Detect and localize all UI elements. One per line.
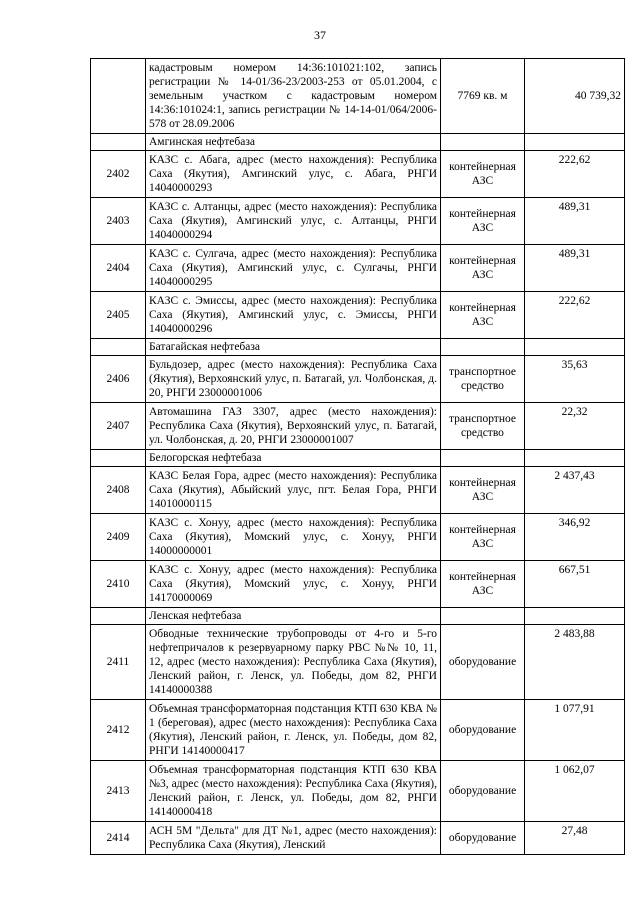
table-row xyxy=(91,514,625,561)
row-type: оборудование xyxy=(441,761,525,822)
row-value: 2 437,43 xyxy=(525,467,625,514)
row-description: КАЗС с. Хонуу, адрес (место нахождения): Республика Саха (Якутия), Момский улус, с. Хонуу, РНГИ 14170000069 xyxy=(146,561,441,608)
row-value xyxy=(525,608,625,625)
row-description: Объемная трансформаторная подстанция КТП 630 КВА №3, адрес (место нахождения): Республика Саха (Якутия), Ленский район, г. Ленск, ул. Победы, дом 82, РНГИ 14140000418 xyxy=(146,761,441,822)
row-type xyxy=(441,450,525,467)
table-row xyxy=(91,761,625,822)
row-type: контейнерная АЗС xyxy=(441,245,525,292)
row-number: 2405 xyxy=(91,292,146,339)
row-number: 2402 xyxy=(91,151,146,198)
row-description: АСН 5М "Дельта" для ДТ №1, адрес (место нахождения): Республика Саха (Якутия), Ленский xyxy=(146,822,441,855)
row-value: 489,31 xyxy=(525,198,625,245)
row-value: 1 062,07 xyxy=(525,761,625,822)
table-row xyxy=(91,292,625,339)
row-type: контейнерная АЗС xyxy=(441,292,525,339)
row-value: 27,48 xyxy=(525,822,625,855)
page-number: 37 xyxy=(314,28,326,42)
row-value xyxy=(525,339,625,356)
property-registry-table xyxy=(90,58,625,855)
section-title: Ленская нефтебаза xyxy=(146,608,441,625)
row-description: Объемная трансформаторная подстанция КТП 630 КВА № 1 (береговая), адрес (место нахождения): Республика Саха (Якутия), Ленский район, г. Ленск, ул. Победы, дом 82, РНГИ 14140000417 xyxy=(146,700,441,761)
row-number: 2404 xyxy=(91,245,146,292)
row-number xyxy=(91,134,146,151)
row-number: 2412 xyxy=(91,700,146,761)
row-number: 2408 xyxy=(91,467,146,514)
row-value: 35,63 xyxy=(525,356,625,403)
row-description: кадастровым номером 14:36:101021:102, запись регистрации № 14-01/36-23/2003-253 от 05.01.2004, с земельным участком с кадастровым номером 14:36:101024:1, запись регистрации № 14-14-01/064/2006-578 от 28.09.2006 xyxy=(146,59,441,134)
row-type xyxy=(441,339,525,356)
row-number: 2409 xyxy=(91,514,146,561)
row-description: Обводные технические трубопроводы от 4-го и 5-го нефтепричалов к резервуарному парку РВС №№ 10, 11, 12, адрес (место нахождения): Республика Саха (Якутия), Ленский район, г. Ленск, ул. Победы, дом 82, РНГИ 14140000388 xyxy=(146,625,441,700)
row-value: 40 739,32 xyxy=(525,59,625,134)
row-description: КАЗС с. Сулгача, адрес (место нахождения): Республика Саха (Якутия), Амгинский улус, с. Сулгачы, РНГИ 14040000295 xyxy=(146,245,441,292)
row-description: КАЗС с. Алтанцы, адрес (место нахождения): Республика Саха (Якутия), Амгинский улус, с. Алтанцы, РНГИ 14040000294 xyxy=(146,198,441,245)
section-title: Батагайская нефтебаза xyxy=(146,339,441,356)
row-type: оборудование xyxy=(441,822,525,855)
table-row xyxy=(91,198,625,245)
section-title: Амгинская нефтебаза xyxy=(146,134,441,151)
row-number: 2413 xyxy=(91,761,146,822)
row-value: 667,51 xyxy=(525,561,625,608)
row-description: КАЗС с. Хонуу, адрес (место нахождения): Республика Саха (Якутия), Момский улус, с. Хонуу, РНГИ 14000000001 xyxy=(146,514,441,561)
row-description: Автомашина ГАЗ 3307, адрес (место нахождения): Республика Саха (Якутия), Верхоянский улус, п. Батагай, ул. Чолбонская, д. 20, РНГИ 23000001007 xyxy=(146,403,441,450)
section-header-row xyxy=(91,450,625,467)
row-value: 222,62 xyxy=(525,292,625,339)
table-row xyxy=(91,625,625,700)
table-row xyxy=(91,700,625,761)
row-type: контейнерная АЗС xyxy=(441,514,525,561)
row-value: 2 483,88 xyxy=(525,625,625,700)
row-type: контейнерная АЗС xyxy=(441,198,525,245)
section-header-row xyxy=(91,134,625,151)
row-description: КАЗС с. Абага, адрес (место нахождения): Республика Саха (Якутия), Амгинский улус, с. Абага, РНГИ 14040000293 xyxy=(146,151,441,198)
registry-table-body xyxy=(91,59,625,855)
row-type: оборудование xyxy=(441,700,525,761)
row-value: 22,32 xyxy=(525,403,625,450)
row-number xyxy=(91,59,146,134)
table-row xyxy=(91,822,625,855)
row-value xyxy=(525,450,625,467)
table-row xyxy=(91,467,625,514)
row-number: 2403 xyxy=(91,198,146,245)
row-number: 2406 xyxy=(91,356,146,403)
row-number xyxy=(91,450,146,467)
section-title: Белогорская нефтебаза xyxy=(146,450,441,467)
row-type: транспортное средство xyxy=(441,403,525,450)
row-value: 489,31 xyxy=(525,245,625,292)
row-value: 1 077,91 xyxy=(525,700,625,761)
section-header-row xyxy=(91,608,625,625)
row-number: 2414 xyxy=(91,822,146,855)
row-value: 222,62 xyxy=(525,151,625,198)
row-number xyxy=(91,339,146,356)
row-number: 2410 xyxy=(91,561,146,608)
row-description: КАЗС Белая Гора, адрес (место нахождения): Республика Саха (Якутия), Абыйский улус, пгт. Белая Гора, РНГИ 14010000115 xyxy=(146,467,441,514)
row-type: контейнерная АЗС xyxy=(441,561,525,608)
table-row xyxy=(91,59,625,134)
row-type: контейнерная АЗС xyxy=(441,467,525,514)
row-type xyxy=(441,134,525,151)
section-header-row xyxy=(91,339,625,356)
row-value xyxy=(525,134,625,151)
row-number: 2407 xyxy=(91,403,146,450)
row-type: транспортное средство xyxy=(441,356,525,403)
row-description: Бульдозер, адрес (место нахождения): Республика Саха (Якутия), Верхоянский улус, п. Батагай, ул. Чолбонская, д. 20, РНГИ 23000001006 xyxy=(146,356,441,403)
row-type: 7769 кв. м xyxy=(441,59,525,134)
row-description: КАЗС с. Эмиссы, адрес (место нахождения): Республика Саха (Якутия), Амгинский улус, с. Эмиссы, РНГИ 14040000296 xyxy=(146,292,441,339)
table-row xyxy=(91,403,625,450)
row-type xyxy=(441,608,525,625)
table-row xyxy=(91,356,625,403)
table-row xyxy=(91,245,625,292)
row-value: 346,92 xyxy=(525,514,625,561)
table-row xyxy=(91,561,625,608)
row-type: контейнерная АЗС xyxy=(441,151,525,198)
row-number: 2411 xyxy=(91,625,146,700)
row-type: оборудование xyxy=(441,625,525,700)
row-number xyxy=(91,608,146,625)
table-row xyxy=(91,151,625,198)
